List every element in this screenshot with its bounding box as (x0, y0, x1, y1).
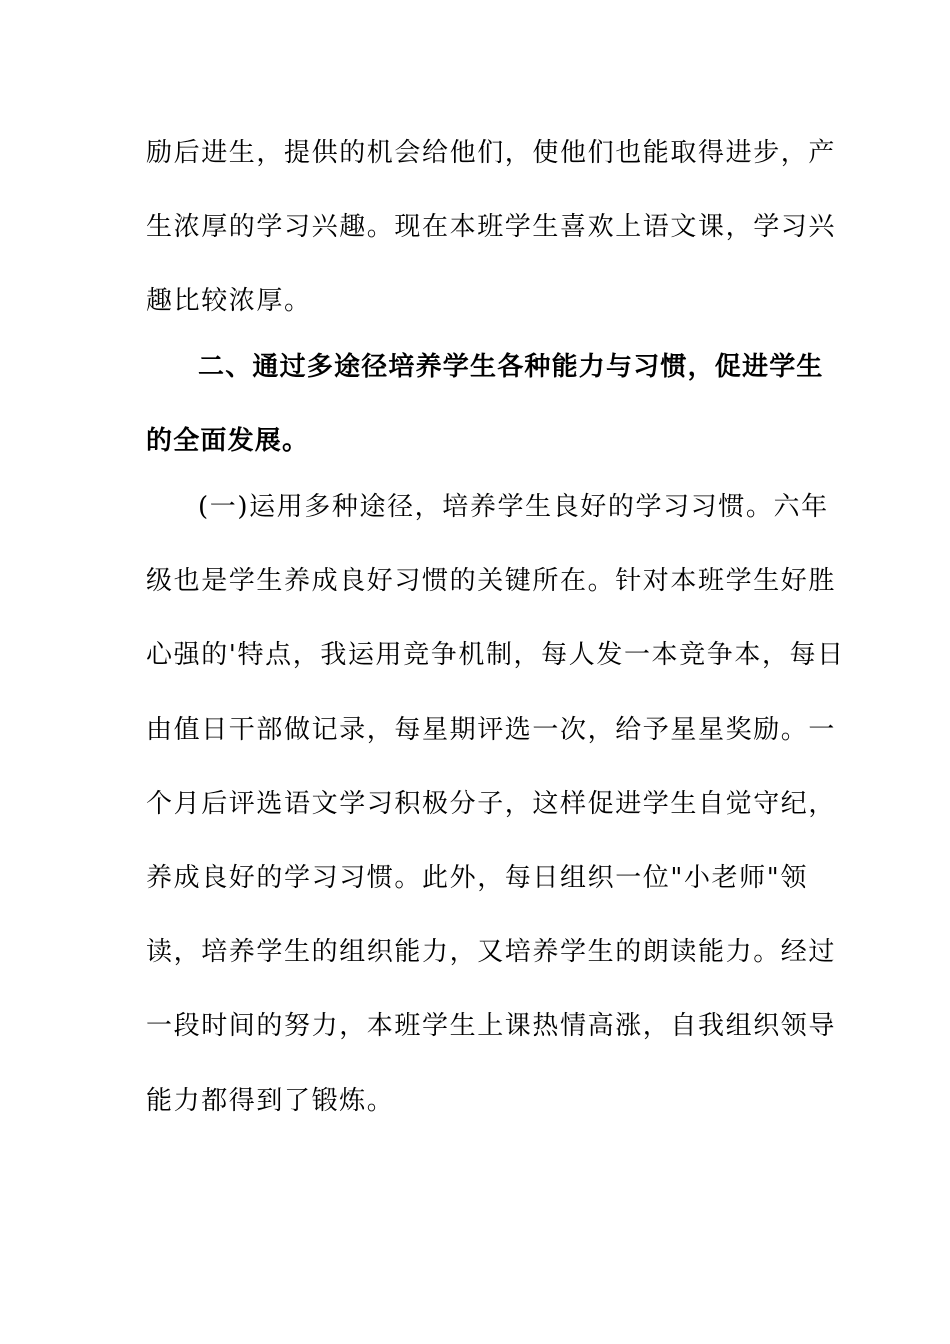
text-line: 养成良好的学习习惯。此外，每日组织一位"小老师"领 (146, 863, 808, 893)
text-line: 趣比较浓厚。 (146, 286, 312, 316)
text-line: 级也是学生养成良好习惯的关键所在。针对本班学生好胜 (146, 566, 837, 596)
text-line: 读，培养学生的组织能力，又培养学生的朗读能力。经过 (146, 937, 837, 967)
text-line: 一段时间的努力，本班学生上课热情高涨，自我组织领导 (146, 1011, 837, 1041)
text-line: 由值日干部做记录，每星期评选一次，给予星星奖励。一 (146, 715, 837, 745)
text-line: 心强的'特点，我运用竞争机制，每人发一本竞争本，每日 (146, 640, 845, 670)
text-line: 个月后评选语文学习积极分子，这样促进学生自觉守纪， (146, 789, 837, 819)
text-line: 能力都得到了锻炼。 (146, 1086, 395, 1116)
text-line: 生浓厚的学习兴趣。现在本班学生喜欢上语文课，学习兴 (146, 212, 837, 242)
text-line: 励后进生，提供的机会给他们，使他们也能取得进步，产 (146, 138, 837, 168)
heading-line: 的全面发展。 (146, 426, 310, 456)
heading-line: 二、通过多途径培养学生各种能力与习惯，促进学生 (198, 352, 824, 382)
text-line: (一)运用多种途径，培养学生良好的学习习惯。六年 (198, 492, 829, 522)
